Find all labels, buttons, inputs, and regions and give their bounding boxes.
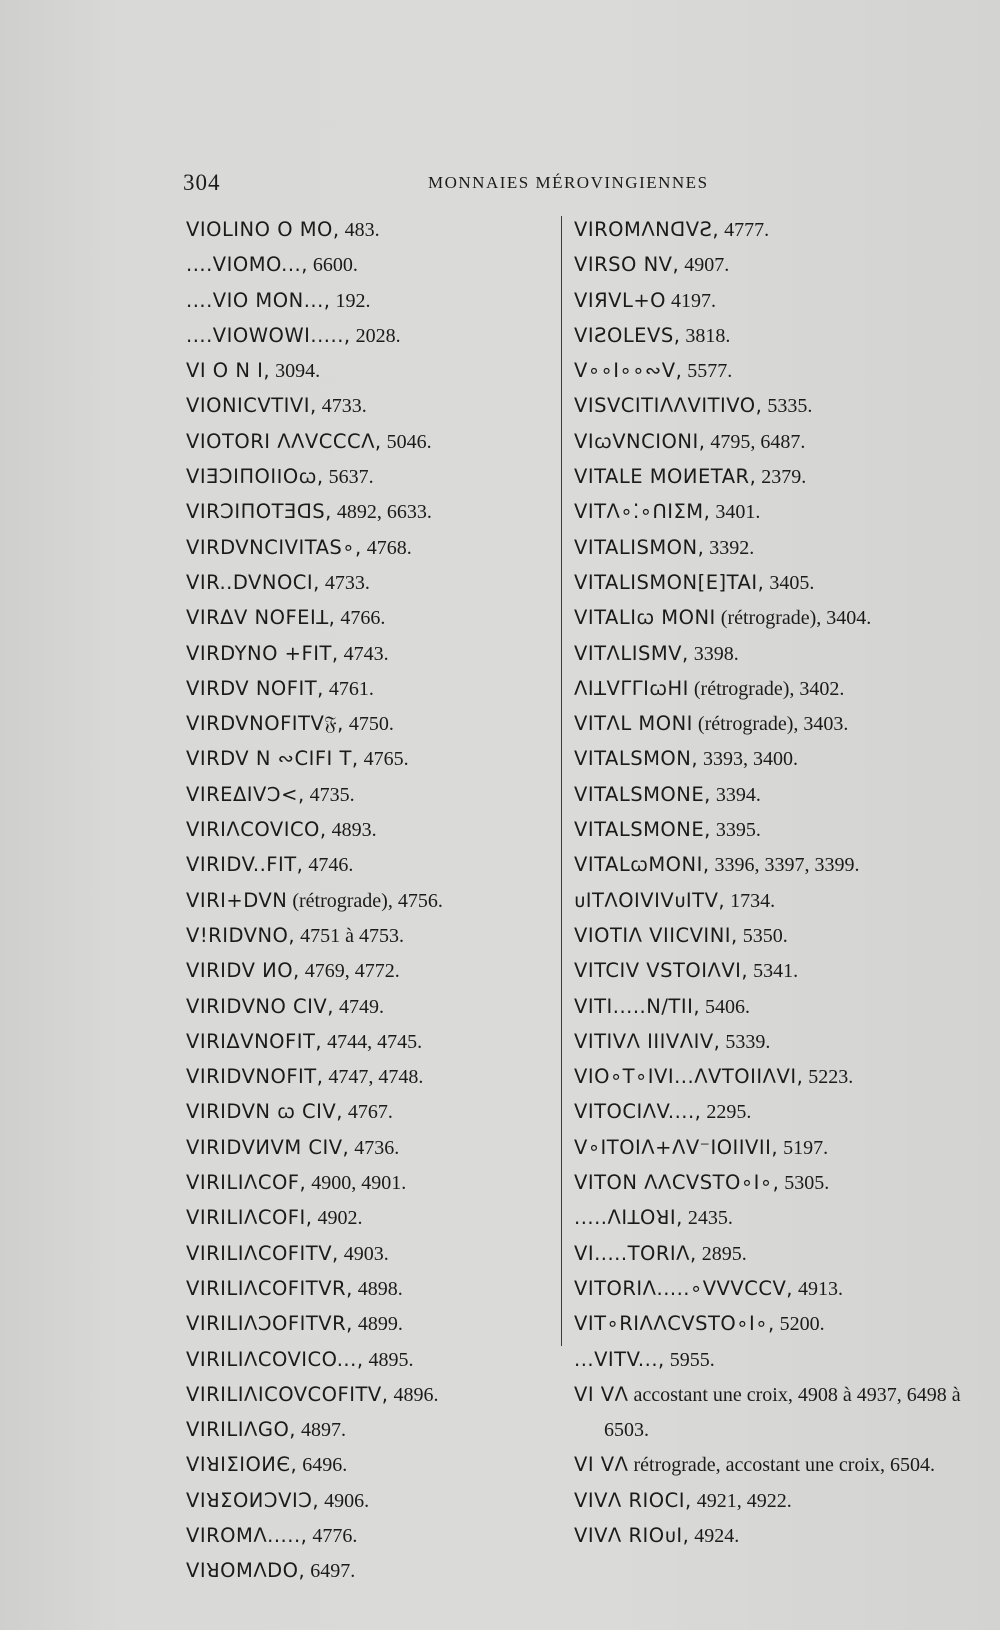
index-entry [186, 1024, 546, 1059]
coin-legend: VIRDV N ∾CIFI T, [186, 747, 359, 771]
coin-legend: VIRILIΛGO, [186, 1418, 297, 1442]
catalogue-reference: 4750. [343, 713, 394, 736]
catalogue-reference: 3401. [710, 501, 761, 524]
index-entry [574, 318, 974, 353]
coin-legend: VIRSO NV, [574, 253, 680, 277]
coin-legend: VIRIDVNO CIV, [186, 994, 334, 1018]
coin-legend: VIꞷVNCIONI, [574, 429, 706, 453]
catalogue-reference: 4747, 4748. [323, 1066, 424, 1089]
index-entry [574, 1200, 974, 1235]
coin-legend: VIR..DVNOCI, [186, 570, 320, 594]
coin-legend: VITALSMONE, [574, 818, 711, 842]
index-entry [186, 1236, 546, 1271]
catalogue-reference: 5197. [778, 1136, 829, 1159]
index-entry [574, 812, 974, 847]
coin-legend: VITALE MOИETAR, [574, 465, 757, 489]
coin-legend: VI.....TORIΛ, [574, 1241, 697, 1265]
left-column [186, 212, 546, 1589]
coin-legend: VITALIꞷ MONI [574, 606, 716, 630]
catalogue-reference: 4744, 4745. [322, 1030, 423, 1053]
coin-legend: ΛIꓕVΓΓIꞷHI [574, 676, 689, 700]
index-entry [186, 459, 546, 494]
catalogue-reference: 3094. [270, 360, 321, 383]
catalogue-reference: 2295. [701, 1101, 752, 1124]
coin-legend: VIƎƆIΠOIꓲOꞷ, [186, 465, 324, 489]
coin-legend: VITORIΛ.....∘VVVCCV, [574, 1276, 793, 1300]
coin-legend: VITΛL MONI [574, 712, 693, 736]
catalogue-reference: 483. [339, 219, 380, 241]
coin-legend: ....VIOMO..., [186, 253, 308, 277]
catalogue-reference: 4733. [319, 571, 370, 594]
catalogue-reference: 4896. [388, 1383, 439, 1406]
index-entry [186, 1342, 546, 1377]
coin-legend: VITALSMON, [574, 747, 699, 771]
coin-legend: VITΛ∘⁚∘ꓵIΣM, [574, 500, 711, 524]
catalogue-reference: 4900, 4901. [306, 1172, 407, 1195]
catalogue-reference: 4892, 6633. [331, 501, 432, 524]
index-entry [574, 847, 974, 882]
catalogue-reference: 4899. [352, 1313, 403, 1336]
coin-legend: VITALISMON, [574, 535, 705, 559]
index-entry [574, 1342, 974, 1377]
index-entry [186, 1377, 546, 1412]
index-entry [186, 847, 546, 882]
coin-legend: VITON ΛΛCVSTO∘I∘, [574, 1171, 780, 1195]
catalogue-reference: 5335. [762, 395, 813, 418]
index-entry [574, 883, 974, 918]
index-entry [574, 212, 974, 247]
index-entry [186, 388, 546, 423]
coin-legend: VIRILIΛCOFITV, [186, 1241, 339, 1265]
coin-legend: VITI.....N/TII, [574, 994, 701, 1018]
catalogue-reference: 3818. [680, 324, 731, 347]
catalogue-reference: 4736. [349, 1136, 400, 1159]
catalogue-reference: 4776. [307, 1524, 358, 1547]
index-entry [574, 1483, 974, 1518]
index-entry [186, 1483, 546, 1518]
coin-legend: VIRIDVN ꞷ CIV, [186, 1100, 343, 1124]
coin-legend: VIRIΔVNOFIT, [186, 1029, 323, 1053]
coin-legend: VIꓤOMΛDO, [186, 1559, 306, 1583]
catalogue-reference: 1734. [725, 889, 776, 912]
index-entry [574, 918, 974, 953]
coin-legend: VIRƆIΠOTƎᗡS, [186, 500, 332, 524]
catalogue-reference: 3394. [710, 783, 761, 806]
catalogue-reference: 5341. [748, 960, 799, 983]
coin-legend: VIRIDV ИO, [186, 959, 300, 983]
catalogue-reference: 4897. [296, 1419, 347, 1442]
coin-legend: VIRDVNCIVITAS∘, [186, 535, 362, 559]
coin-legend: ᴜITΛOIVIVᴜITV, [574, 888, 726, 912]
index-entry [574, 636, 974, 671]
catalogue-reference: 4903. [338, 1242, 389, 1265]
index-entry [186, 1165, 546, 1200]
index-entry [186, 671, 546, 706]
catalogue-reference: 4733. [316, 395, 367, 418]
index-entry [186, 353, 546, 388]
index-entry [186, 1200, 546, 1235]
catalogue-reference: 2435. [682, 1207, 733, 1230]
catalogue-reference: 5350. [737, 924, 788, 947]
index-entry [574, 247, 974, 282]
index-entry [574, 530, 974, 565]
index-entry [186, 1447, 546, 1482]
catalogue-reference: 4902. [312, 1207, 363, 1230]
catalogue-reference: (rétrograde), 3404. [715, 607, 872, 630]
coin-legend: VIRIDVИVM CIV, [186, 1135, 350, 1159]
index-entry [186, 706, 546, 741]
catalogue-reference: 4751 à 4753. [295, 924, 404, 947]
coin-legend: VIT∘RIΛΛCVSTO∘I∘, [574, 1312, 775, 1336]
catalogue-reference: (rétrograde), 3402. [688, 677, 845, 700]
catalogue-reference: 3395. [710, 819, 761, 842]
index-entry [574, 989, 974, 1024]
coin-legend: VIRILIΛCOFITVR, [186, 1276, 353, 1300]
coin-legend: VITOCIΛV...., [574, 1100, 702, 1124]
catalogue-reference: 4795, 6487. [705, 430, 806, 453]
catalogue-reference: rétrograde, accostant une croix, 6504. [628, 1454, 936, 1477]
index-entry [186, 494, 546, 529]
catalogue-reference: 4777. [719, 219, 770, 241]
index-entry [574, 1518, 974, 1553]
coin-legend: VIRILIΛICOVCOFITV, [186, 1382, 389, 1406]
index-entry [186, 318, 546, 353]
catalogue-reference: 4743. [338, 642, 389, 665]
catalogue-reference: 5955. [664, 1348, 715, 1371]
coin-legend: VI VΛ [574, 1382, 629, 1406]
index-entry [186, 883, 546, 918]
coin-legend: VIRILIΛꓛOFITVR, [186, 1312, 353, 1336]
page-number: 304 [183, 170, 221, 195]
index-entry [574, 1094, 974, 1129]
coin-legend: VIRIDV..FIT, [186, 853, 304, 877]
coin-legend: VIRDV NOFIT, [186, 676, 324, 700]
catalogue-reference: 6600. [307, 254, 358, 277]
index-entry [186, 1412, 546, 1447]
coin-legend: VIЯVL+O [574, 288, 667, 312]
catalogue-reference: 4746. [303, 854, 354, 877]
index-entry [574, 600, 974, 635]
coin-legend: VIƧOLEVS, [574, 323, 681, 347]
catalogue-reference: 4907. [679, 254, 730, 277]
index-entry [186, 1094, 546, 1129]
index-entry [186, 1271, 546, 1306]
coin-legend: VITCIV VSTOIΛVI, [574, 959, 749, 983]
index-entry [574, 953, 974, 988]
coin-legend: VIO∘T∘IVI...ΛVTOIIΛVI, [574, 1065, 804, 1089]
coin-legend: V∘∘I∘∘∾V, [574, 359, 683, 383]
catalogue-reference: 5200. [774, 1313, 825, 1336]
coin-legend: VIROMΛ....., [186, 1523, 308, 1547]
index-entry [574, 388, 974, 423]
index-entry [574, 1377, 974, 1448]
catalogue-reference: 4768. [361, 536, 412, 559]
coin-legend: VIOLINO O MO, [186, 218, 340, 241]
catalogue-reference: 4769, 4772. [299, 960, 400, 983]
index-entry [186, 424, 546, 459]
index-entry [186, 247, 546, 282]
coin-legend: VI VΛ [574, 1453, 629, 1477]
right-column [574, 212, 974, 1553]
coin-legend: VI O N I, [186, 359, 271, 383]
running-head: MONNAIES MÉROVINGIENNES [428, 173, 709, 192]
index-entry [574, 1059, 974, 1094]
catalogue-reference: 3405. [764, 571, 815, 594]
coin-legend: VIRI+DVN [186, 888, 288, 912]
index-entry [574, 1271, 974, 1306]
index-entry [186, 1553, 546, 1588]
catalogue-reference: 3393, 3400. [698, 748, 799, 771]
index-entry [186, 741, 546, 776]
catalogue-reference: 2379. [756, 466, 807, 489]
index-entry [186, 636, 546, 671]
index-entry [574, 353, 974, 388]
index-entry [574, 424, 974, 459]
catalogue-reference: 4761. [323, 677, 374, 700]
catalogue-reference: 5305. [779, 1172, 830, 1195]
index-entry [574, 459, 974, 494]
coin-legend: VIRILIΛCOVICO..., [186, 1347, 364, 1371]
catalogue-reference: 5339. [720, 1030, 771, 1053]
catalogue-reference: 6497. [305, 1560, 356, 1583]
catalogue-reference: 4766. [335, 607, 386, 630]
index-entry [574, 671, 974, 706]
index-entry [574, 1130, 974, 1165]
index-entry [186, 1059, 546, 1094]
index-entry [574, 494, 974, 529]
catalogue-reference: 4765. [358, 748, 409, 771]
catalogue-reference: (rétrograde), 4756. [287, 889, 443, 912]
coin-legend: VIVΛ RIOᴜI, [574, 1523, 690, 1547]
coin-legend: ...VITV..., [574, 1347, 665, 1371]
coin-legend: VIOTIΛ VIICVINI, [574, 923, 738, 947]
catalogue-reference: 6496. [297, 1454, 348, 1477]
coin-legend: VIVΛ RIOCI, [574, 1488, 692, 1512]
coin-legend: VIONICVTIVI, [186, 394, 317, 418]
catalogue-reference: 3398. [688, 642, 739, 665]
index-entry [186, 283, 546, 318]
coin-legend: VIꓤΣOИƆVIƆ, [186, 1488, 320, 1512]
index-entry [186, 565, 546, 600]
index-entry [574, 1447, 974, 1482]
index-entry [186, 1306, 546, 1341]
index-entry [186, 600, 546, 635]
coin-legend: VIRDYNO +FIT, [186, 641, 339, 665]
coin-legend: VIꓤIΣIOИЄ, [186, 1453, 298, 1477]
catalogue-reference: 4906. [319, 1489, 370, 1512]
index-entry [574, 565, 974, 600]
coin-legend: VITIVΛ IIIVΛIV, [574, 1029, 721, 1053]
coin-legend: VIRILIΛCOF, [186, 1171, 307, 1195]
index-entry [574, 1306, 974, 1341]
index-entry [186, 918, 546, 953]
index-entry [574, 1024, 974, 1059]
catalogue-reference: 5406. [700, 995, 751, 1018]
index-entry [186, 953, 546, 988]
coin-legend: .....ΛIꓕOꓤI, [574, 1206, 683, 1230]
index-entry [186, 1518, 546, 1553]
index-entry [574, 283, 974, 318]
catalogue-reference: 5046. [381, 430, 432, 453]
coin-legend: VITALSMONE, [574, 782, 711, 806]
column-divider [561, 216, 562, 1346]
catalogue-reference: 4895. [363, 1348, 414, 1371]
index-entry [574, 1236, 974, 1271]
coin-legend: VIRDVNOFITV𝔉, [186, 712, 344, 736]
coin-legend: VISVCITIΛΛVITIVO, [574, 394, 763, 418]
catalogue-reference: 4921, 4922. [691, 1489, 792, 1512]
coin-legend: V∘ITOIΛ+ΛV⁻IOIIVII, [574, 1135, 779, 1159]
index-entry [186, 777, 546, 812]
index-entry [186, 530, 546, 565]
index-entry [186, 989, 546, 1024]
index-entry [186, 1130, 546, 1165]
catalogue-reference: 4898. [352, 1277, 403, 1300]
coin-legend: VITALISMON[E]TAI, [574, 570, 765, 594]
catalogue-reference: 2895. [696, 1242, 747, 1265]
catalogue-reference: (rétrograde), 3403. [692, 713, 849, 736]
catalogue-reference: 4197. [666, 289, 717, 312]
coin-legend: VIRΔV NOFEIꓕ, [186, 606, 336, 630]
catalogue-reference: 4767. [342, 1101, 393, 1124]
index-entry [186, 812, 546, 847]
coin-legend: VIRIΛCOVICO, [186, 818, 327, 842]
coin-legend: VIRILIΛCOFI, [186, 1206, 313, 1230]
catalogue-reference: accostant une croix, 4908 à 4937, 6498 à 6503. [604, 1383, 961, 1442]
catalogue-reference: 4893. [326, 819, 377, 842]
coin-legend: VITALꞷMONI, [574, 853, 710, 877]
coin-legend: V!RIDVNO, [186, 923, 296, 947]
catalogue-reference: 4913. [792, 1277, 843, 1300]
index-entry [574, 1165, 974, 1200]
coin-legend: ....VIOWOWI....., [186, 323, 351, 347]
catalogue-reference: 4749. [333, 995, 384, 1018]
catalogue-reference: 4924. [689, 1524, 740, 1547]
index-entry [574, 706, 974, 741]
coin-legend: VIRIDVNOFIT, [186, 1065, 324, 1089]
catalogue-reference: 5223. [803, 1066, 854, 1089]
catalogue-reference: 5637. [323, 466, 374, 489]
coin-legend: VIREΔIVꓛ<, [186, 782, 305, 806]
catalogue-reference: 4735. [304, 783, 355, 806]
coin-legend: VIROMΛNᗡVƧ, [574, 218, 720, 241]
catalogue-reference: 3396, 3397, 3399. [709, 854, 860, 877]
coin-legend: VITΛLISMV, [574, 641, 689, 665]
catalogue-reference: 5577. [682, 360, 733, 383]
index-entry [186, 212, 546, 247]
index-entry [574, 777, 974, 812]
catalogue-reference: 3392. [704, 536, 755, 559]
coin-legend: VIOTORI ΛΛVCCCΛ, [186, 429, 382, 453]
catalogue-reference: 192. [330, 289, 371, 312]
coin-legend: ....VIO MON..., [186, 288, 331, 312]
index-entry [574, 741, 974, 776]
catalogue-reference: 2028. [350, 324, 401, 347]
